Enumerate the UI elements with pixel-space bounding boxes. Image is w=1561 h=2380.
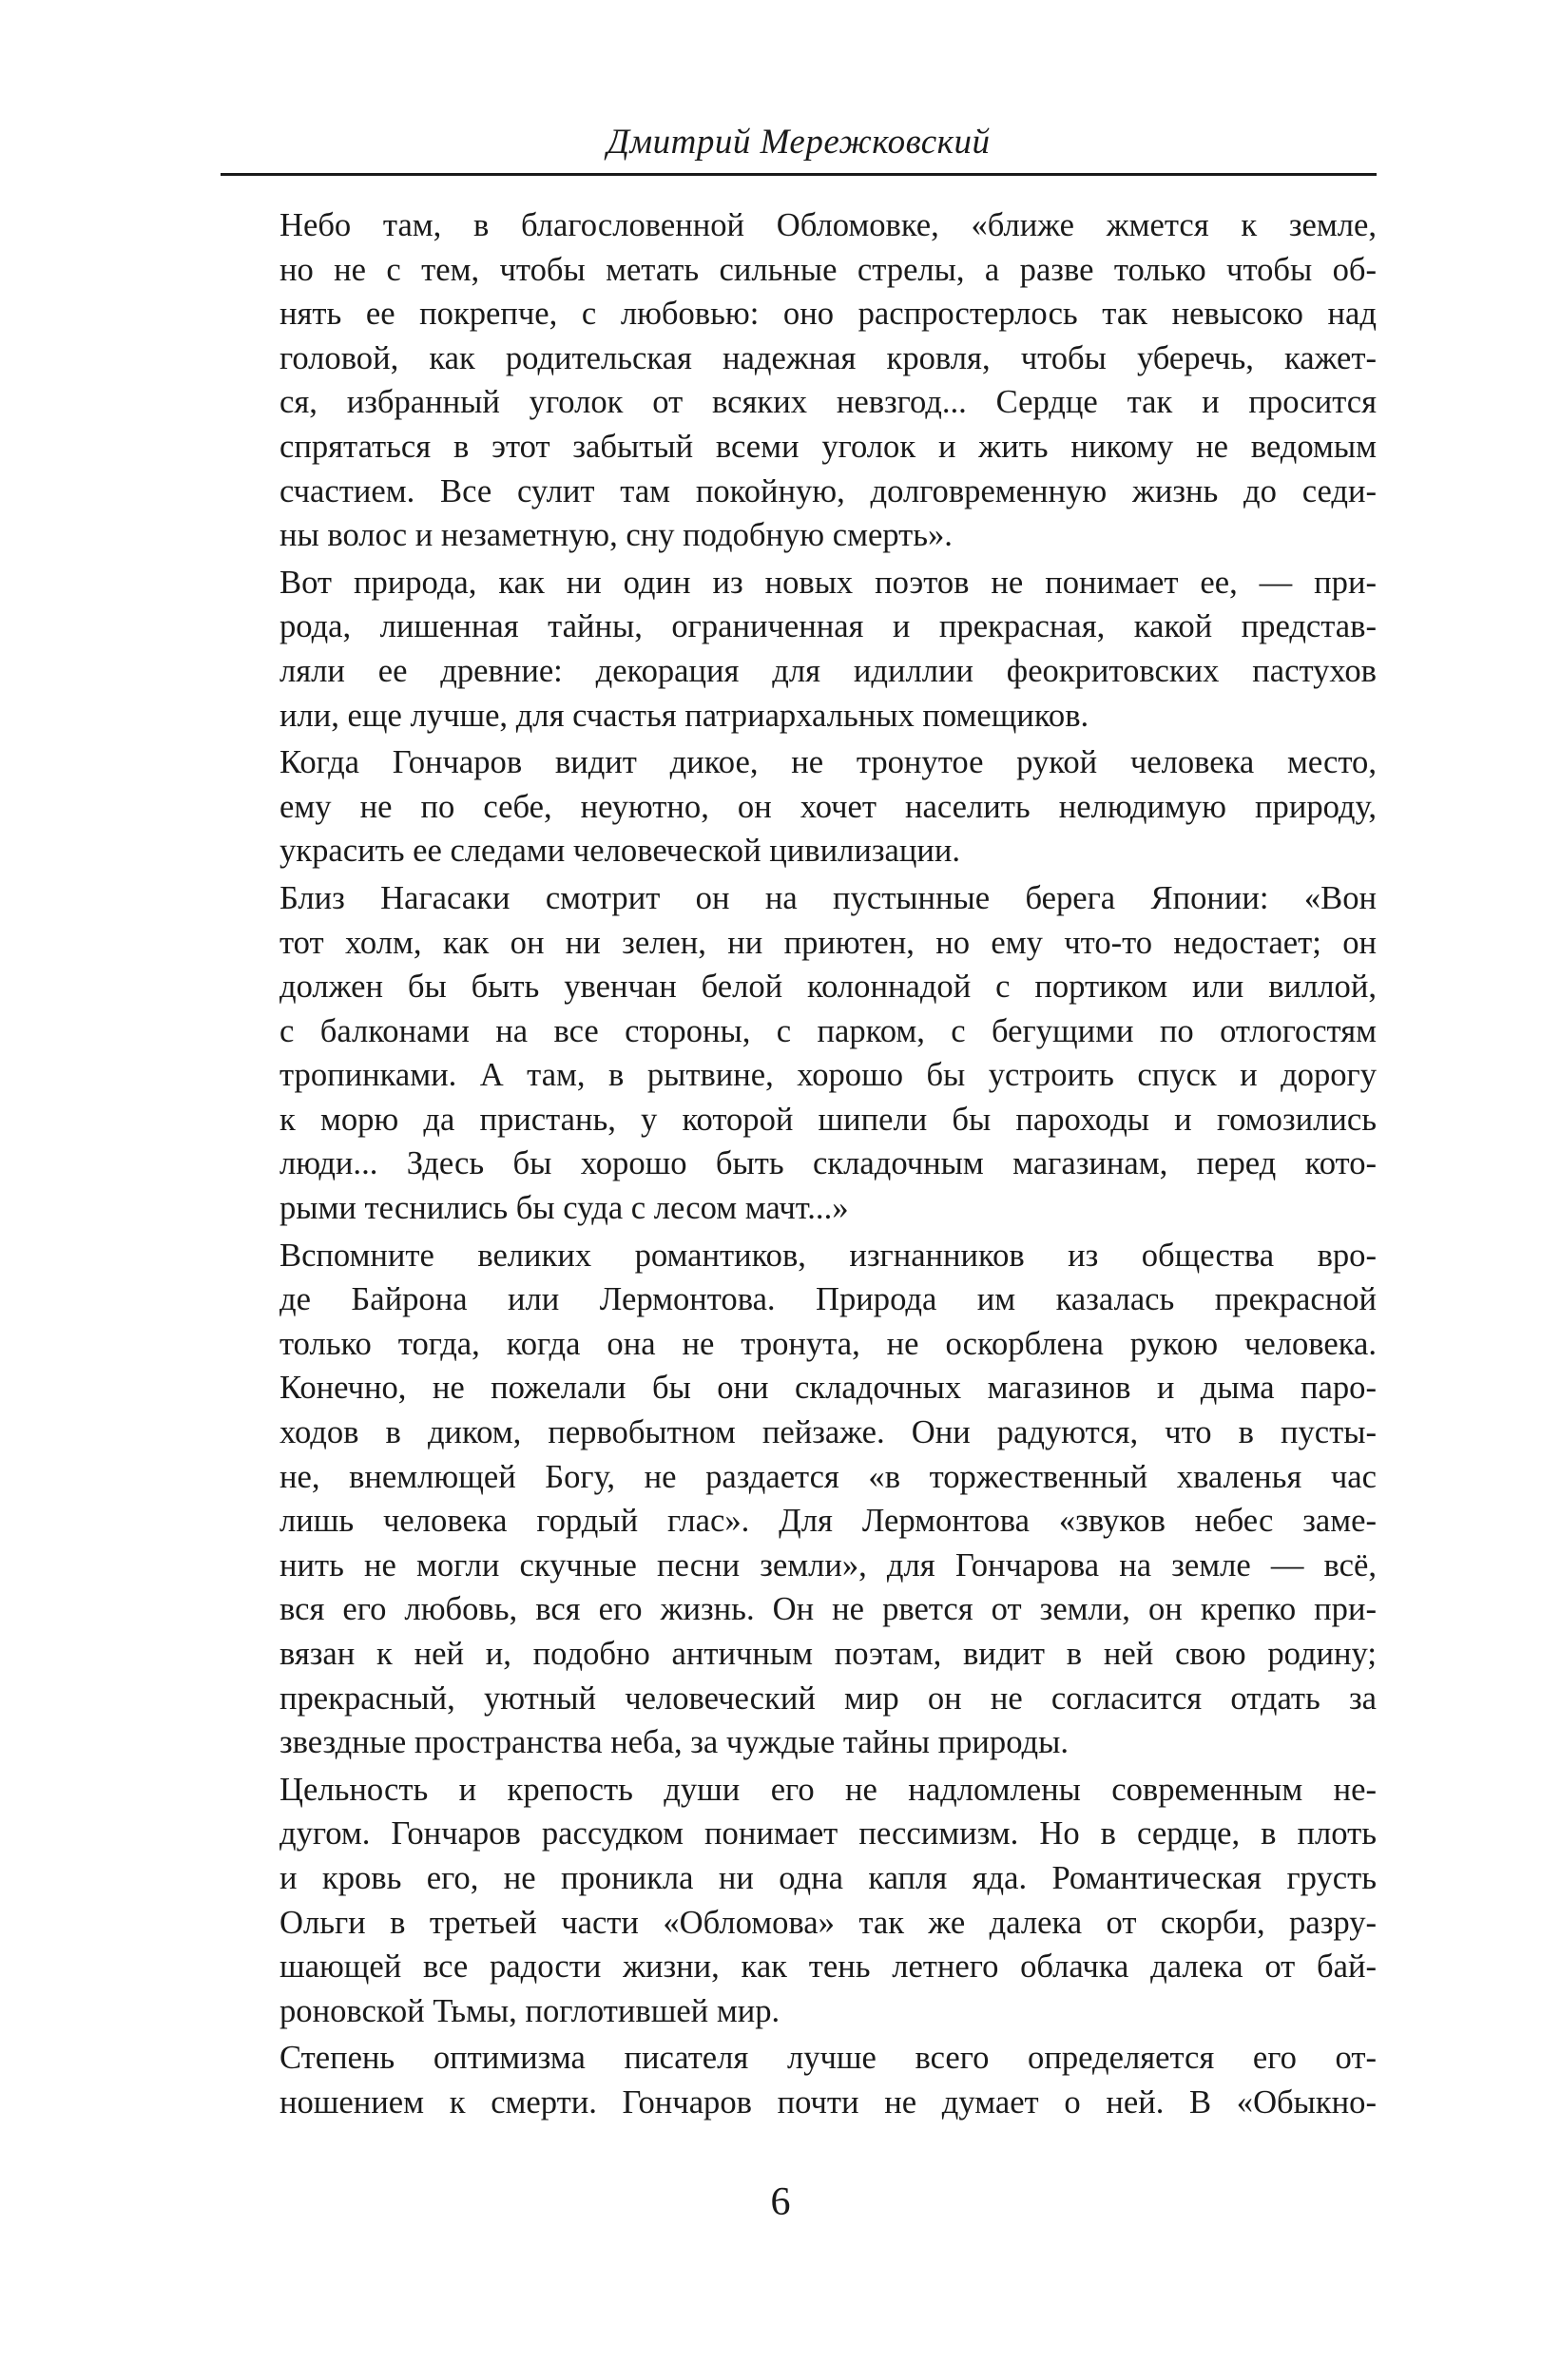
text-line: вся его любовь, вся его жизнь. Он не рвется от земли, он крепко при-: [279, 1591, 1377, 1628]
text-line: ходов в диком, первобытном пейзаже. Они радуются, что в пусты-: [279, 1414, 1377, 1451]
text-line: но не с тем, чтобы метать сильные стрелы, а разве только чтобы об-: [279, 251, 1377, 288]
text-line: Когда Гончаров видит дикое, не тронутое рукой человека место,: [279, 744, 1377, 781]
text-line: тропинками. А там, в рытвине, хорошо бы устроить спуск и дорогу: [279, 1057, 1377, 1094]
text-line: и кровь его, не проникла ни одна капля яда. Романтическая грусть: [279, 1859, 1377, 1896]
paragraph: [221, 876, 1377, 1231]
text-line: ляли ее древние: декорация для идиллии феокритовских пастухов: [279, 652, 1377, 689]
text-line: или, еще лучше, для счастья патриархальных помещиков.: [279, 697, 1089, 734]
text-line: не, внемлющей Богу, не раздается «в торжественный хваленья час: [279, 1458, 1377, 1495]
text-line: де Байрона или Лермонтова. Природа им казалась прекрасной: [279, 1281, 1377, 1318]
text-line: лишь человека гордый глас». Для Лермонтова «звуков небес заме-: [279, 1503, 1377, 1540]
text-line: вязан к ней и, подобно античным поэтам, видит в ней свою родину;: [279, 1636, 1377, 1672]
text-line: нять ее покрепче, с любовью: оно распростерлось так невысоко над: [279, 296, 1377, 333]
text-line: головой, как родительская надежная кровля, чтобы уберечь, кажет-: [279, 339, 1377, 376]
text-line: ему не по себе, неуютно, он хочет населить нелюдимую природу,: [279, 788, 1377, 825]
paragraph: [221, 1768, 1377, 2034]
text-line: шающей все радости жизни, как тень летнего облачка далека от бай-: [279, 1948, 1377, 1986]
text-line: спрятаться в этот забытый всеми уголок и жить никому не ведомым: [279, 428, 1377, 465]
body-text: [221, 203, 1377, 2128]
text-line: Небо там, в благословенной Обломовке, «ближе жмется к земле,: [279, 207, 1377, 243]
text-line: рыми теснились бы суда с лесом мачт...»: [279, 1190, 849, 1227]
text-line: ся, избранный уголок от всяких невзгод... Сердце так и просится: [279, 384, 1377, 421]
text-line: Вспомните великих романтиков, изгнанников из общества вро-: [279, 1237, 1377, 1274]
text-line: с балконами на все стороны, с парком, с бегущими по отлогостям: [279, 1012, 1377, 1049]
text-line: Цельность и крепость души его не надломлены современным не-: [279, 1771, 1377, 1808]
text-line: ношением к смерти. Гончаров почти не думает о ней. В «Обыкно-: [279, 2083, 1377, 2121]
header-rule: [221, 173, 1377, 176]
text-line: украсить ее следами человеческой цивилизации.: [279, 833, 960, 870]
text-line: Конечно, не пожелали бы они складочных магазинов и дыма паро-: [279, 1370, 1377, 1407]
running-head: Дмитрий Мережковский: [607, 123, 991, 162]
paragraph: [221, 561, 1377, 738]
text-line: прекрасный, уютный человеческий мир он не согласится отдать за: [279, 1679, 1377, 1717]
text-line: нить не могли скучные песни земли», для Гончарова на земле — всё,: [279, 1546, 1377, 1583]
paragraph: [221, 203, 1377, 558]
text-line: люди... Здесь бы хорошо быть складочным магазинам, перед кото-: [279, 1145, 1377, 1182]
text-line: Степень оптимизма писателя лучше всего определяется его от-: [279, 2040, 1377, 2077]
text-line: счастием. Все сулит там покойную, долговременную жизнь до седи-: [279, 472, 1377, 509]
text-line: звездные пространства неба, за чуждые тайны природы.: [279, 1724, 1069, 1761]
page-number: 6: [770, 2180, 791, 2224]
text-line: только тогда, когда она не тронута, не оскорблена рукою человека.: [279, 1325, 1377, 1362]
text-line: должен бы быть увенчан белой колоннадой с портиком или виллой,: [279, 969, 1377, 1006]
paragraph: [221, 740, 1377, 873]
paragraph: [221, 2036, 1377, 2124]
text-line: дугом. Гончаров рассудком понимает пессимизм. Но в сердце, в плоть: [279, 1815, 1377, 1852]
text-line: Близ Нагасаки смотрит он на пустынные берега Японии: «Вон: [279, 879, 1377, 916]
text-line: роновской Тьмы, поглотившей мир.: [279, 1992, 780, 2029]
text-line: к морю да пристань, у которой шипели бы пароходы и гомозились: [279, 1101, 1377, 1138]
paragraph: [221, 1234, 1377, 1765]
text-line: тот холм, как он ни зелен, ни приютен, но ему что-то недостает; он: [279, 924, 1377, 961]
text-line: Ольги в третьей части «Обломова» так же далека от скорби, разру-: [279, 1904, 1377, 1941]
text-line: Вот природа, как ни один из новых поэтов не понимает ее, — при-: [279, 564, 1377, 601]
text-line: рода, лишенная тайны, ограниченная и прекрасная, какой представ-: [279, 608, 1377, 645]
text-line: ны волос и незаметную, сну подобную смерть».: [279, 517, 953, 554]
